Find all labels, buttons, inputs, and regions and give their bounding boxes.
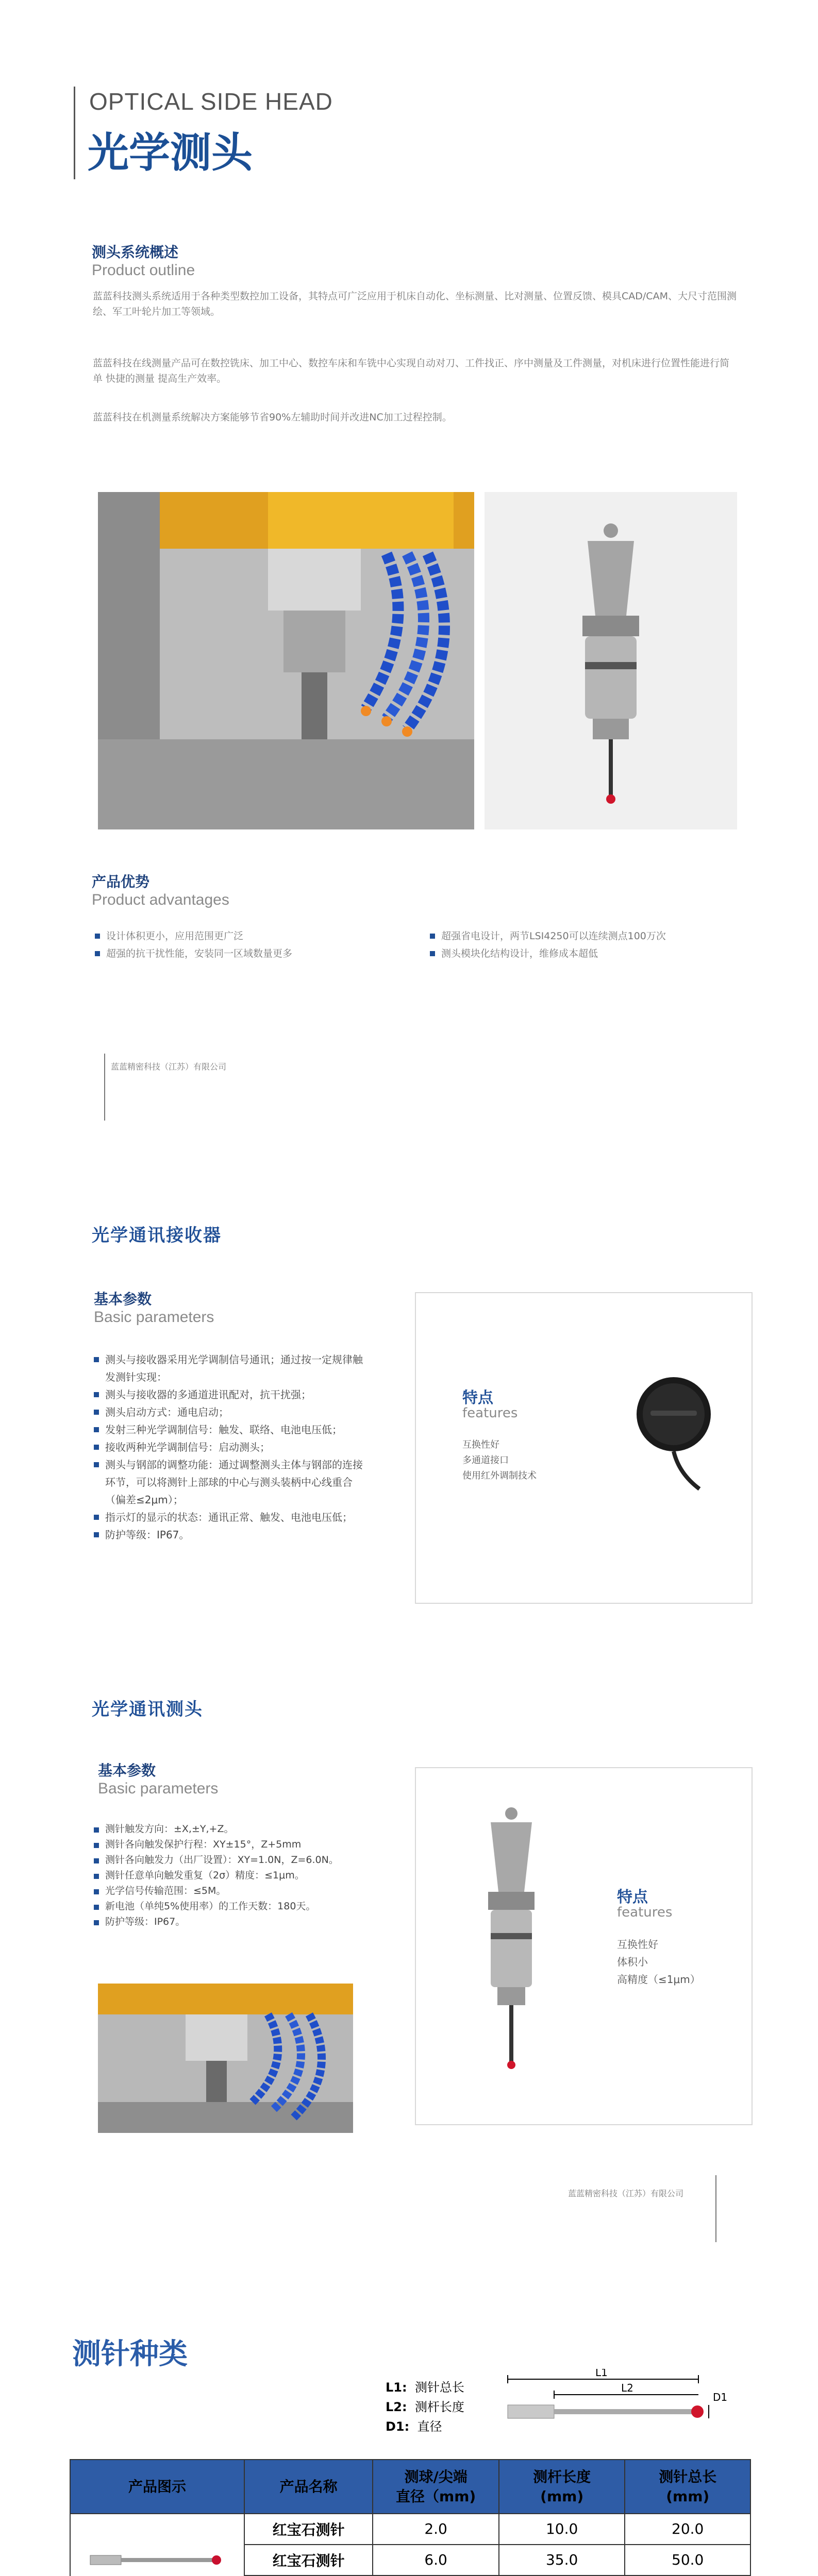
- stylus-name-cell: 红宝石测针: [244, 2545, 373, 2575]
- feature-item: 互换性好: [617, 1938, 658, 1951]
- receiver-section-title: 光学通讯接收器: [92, 1225, 222, 1246]
- param-item: 测头启动方式：通电启动；: [92, 1403, 365, 1421]
- stylus-legend: [386, 2378, 464, 2436]
- overview-title-cn: 测头系统概述: [92, 244, 179, 261]
- receiver-device-image: [622, 1370, 725, 1494]
- stylus-image-cell: [70, 2514, 244, 2576]
- stylus-name-cell: 红宝石测针: [244, 2514, 373, 2545]
- feature-item: 多通道接口: [462, 1455, 509, 1466]
- legend-text: 测杆长度: [414, 2400, 464, 2414]
- probe-params-list: [92, 1821, 380, 1929]
- ball-diameter-cell: 2.0: [373, 2514, 499, 2545]
- table-header-text: 产品名称: [279, 2478, 338, 2495]
- stylus-table: [70, 2459, 751, 2576]
- total-length-cell: 50.0: [625, 2545, 750, 2575]
- advantages-title-cn: 产品优势: [92, 873, 150, 890]
- optical-probe-photo: [485, 492, 737, 829]
- header-title-en: OPTICAL SIDE HEAD: [89, 88, 333, 115]
- probe-params-title-cn: 基本参数: [98, 1762, 156, 1779]
- table-header-cell: [373, 2460, 499, 2514]
- legend-code: L1:: [386, 2380, 407, 2395]
- overview-title-en: Product outline: [92, 262, 195, 279]
- legend-text: 测针总长: [414, 2380, 464, 2395]
- advantage-item: 设计体积更小，应用范围更广泛: [93, 927, 412, 945]
- probe-device-image: [452, 1799, 571, 2088]
- param-item: 测针任意单向触发重复（2σ）精度：≤1μm。: [92, 1868, 380, 1883]
- table-header-text: (mm): [666, 2487, 710, 2505]
- param-item: 防护等级：IP67。: [92, 1914, 380, 1929]
- param-item: 测头与接收器的多通道进讯配对，抗干扰强；: [92, 1386, 365, 1403]
- param-item: 测头与接收器采用光学调制信号通讯；通过按一定规律触发测针实现：: [92, 1351, 365, 1386]
- stylus-section-title: 测针种类: [72, 2337, 188, 2371]
- overview-paragraph-3: 蓝蓝科技在机测量系统解决方案能够节省90%左辅助时间并改进NC加工过程控制。: [93, 412, 452, 423]
- probe-features-list: [617, 1936, 700, 1988]
- table-header-cell: [499, 2460, 625, 2514]
- footer-divider-2: [715, 2175, 716, 2242]
- diagram-label-l1: L1: [595, 2369, 608, 2379]
- table-header-text: 测球/尖端: [404, 2468, 468, 2485]
- receiver-features-title-cn: 特点: [462, 1389, 493, 1407]
- receiver-features-card: [415, 1292, 753, 1604]
- param-item: 测针触发方向：±X,±Y,+Z。: [92, 1821, 380, 1837]
- advantages-right-list: [428, 927, 747, 962]
- param-item: 接收两种光学调制信号：启动测头；: [92, 1438, 365, 1456]
- table-header-cell: [70, 2460, 244, 2514]
- param-item: 光学信号传输范围：≤5M。: [92, 1883, 380, 1899]
- table-header-text: 直径（mm): [396, 2487, 476, 2505]
- table-header-cell: [244, 2460, 373, 2514]
- stylus-dimension-diagram: [492, 2369, 734, 2436]
- advantages-title-en: Product advantages: [92, 891, 229, 908]
- feature-item: 互换性好: [462, 1439, 499, 1450]
- feature-item: 高精度（≤1μm）: [617, 1973, 700, 1986]
- legend-code: D1:: [386, 2419, 410, 2434]
- receiver-params-title-en: Basic parameters: [94, 1309, 214, 1326]
- probe-machine-photo: [98, 1984, 353, 2133]
- legend-text: 直径: [417, 2419, 442, 2434]
- table-header-text: (mm): [540, 2487, 584, 2505]
- table-header-text: 测针总长: [659, 2468, 717, 2485]
- footer-divider-1: [104, 1054, 105, 1121]
- receiver-features-list: [462, 1437, 537, 1484]
- advantage-item: 超强省电设计，两节LSI4250可以连续测点100万次: [428, 927, 747, 945]
- advantage-item: 超强的抗干扰性能，安装同一区域数量更多: [93, 945, 412, 962]
- probe-features-title-cn: 特点: [617, 1888, 648, 1906]
- receiver-params-list: [92, 1351, 365, 1544]
- param-item: 测针各向触发力（出厂设置）：XY=1.0N，Z=6.0N。: [92, 1852, 380, 1868]
- param-item: 新电池（单纯5%使用率）的工作天数：180天。: [92, 1899, 380, 1914]
- feature-item: 使用红外调制技术: [462, 1470, 537, 1481]
- param-item: 测头与钢部的调整功能：通过调整测头主体与钢部的连接环节，可以将测针上部球的中心与测头装柄中心线重合（偏差≤2μm）；: [92, 1456, 365, 1509]
- stylus-image-ruby: [75, 2514, 240, 2576]
- ball-diameter-cell: 6.0: [373, 2545, 499, 2575]
- probe-params-title-en: Basic parameters: [98, 1780, 219, 1797]
- receiver-params-title-cn: 基本参数: [94, 1291, 152, 1308]
- header-accent-line: [74, 87, 75, 179]
- table-row: [70, 2514, 750, 2545]
- advantages-left-list: [93, 927, 412, 962]
- probe-features-card: [415, 1767, 753, 2125]
- machine-spindle-photo: [98, 492, 474, 829]
- table-header-row: [70, 2460, 750, 2514]
- total-length-cell: 20.0: [625, 2514, 750, 2545]
- probe-section-title: 光学通讯测头: [92, 1699, 203, 1720]
- overview-paragraph-1: 蓝蓝科技测头系统适用于各种类型数控加工设备，其特点可广泛应用于机床自动化、坐标测量、比对测量、位置反馈、模具CAD/CAM、大尺寸范围测绘、军工叶轮片加工等领域。: [93, 291, 737, 317]
- param-item: 防护等级：IP67。: [92, 1526, 365, 1544]
- stem-length-cell: 35.0: [499, 2545, 625, 2575]
- table-header-text: 测杆长度: [533, 2468, 591, 2485]
- stem-length-cell: 10.0: [499, 2514, 625, 2545]
- param-item: 测针各向触发保护行程：XY±15°，Z+5mm: [92, 1837, 380, 1852]
- header-title-cn: 光学测头: [88, 129, 253, 177]
- legend-code: L2:: [386, 2400, 407, 2414]
- receiver-features-title-en: features: [462, 1405, 518, 1421]
- overview-paragraph-2: 蓝蓝科技在线测量产品可在数控铣床、加工中心、数控车床和车铣中心实现自动对刀、工件找正、序中测量及工件测量，对机床进行位置性能进行简单 快捷的测量 提高生产效率。: [93, 358, 730, 384]
- param-item: 指示灯的显示的状态：通讯正常、触发、电池电压低；: [92, 1509, 365, 1526]
- param-item: 发射三种光学调制信号：触发、联络、电池电压低；: [92, 1421, 365, 1438]
- diagram-label-d1: D1: [713, 2391, 728, 2403]
- table-header-cell: [625, 2460, 750, 2514]
- footer-company-1: 蓝蓝精密科技（江苏）有限公司: [111, 1062, 227, 1072]
- footer-company-2: 蓝蓝精密科技（江苏）有限公司: [568, 2189, 684, 2198]
- probe-features-title-en: features: [617, 1905, 673, 1920]
- diagram-label-l2: L2: [621, 2382, 633, 2394]
- advantage-item: 测头模块化结构设计，维修成本超低: [428, 945, 747, 962]
- table-header-text: 产品图示: [128, 2478, 186, 2495]
- feature-item: 体积小: [617, 1956, 648, 1968]
